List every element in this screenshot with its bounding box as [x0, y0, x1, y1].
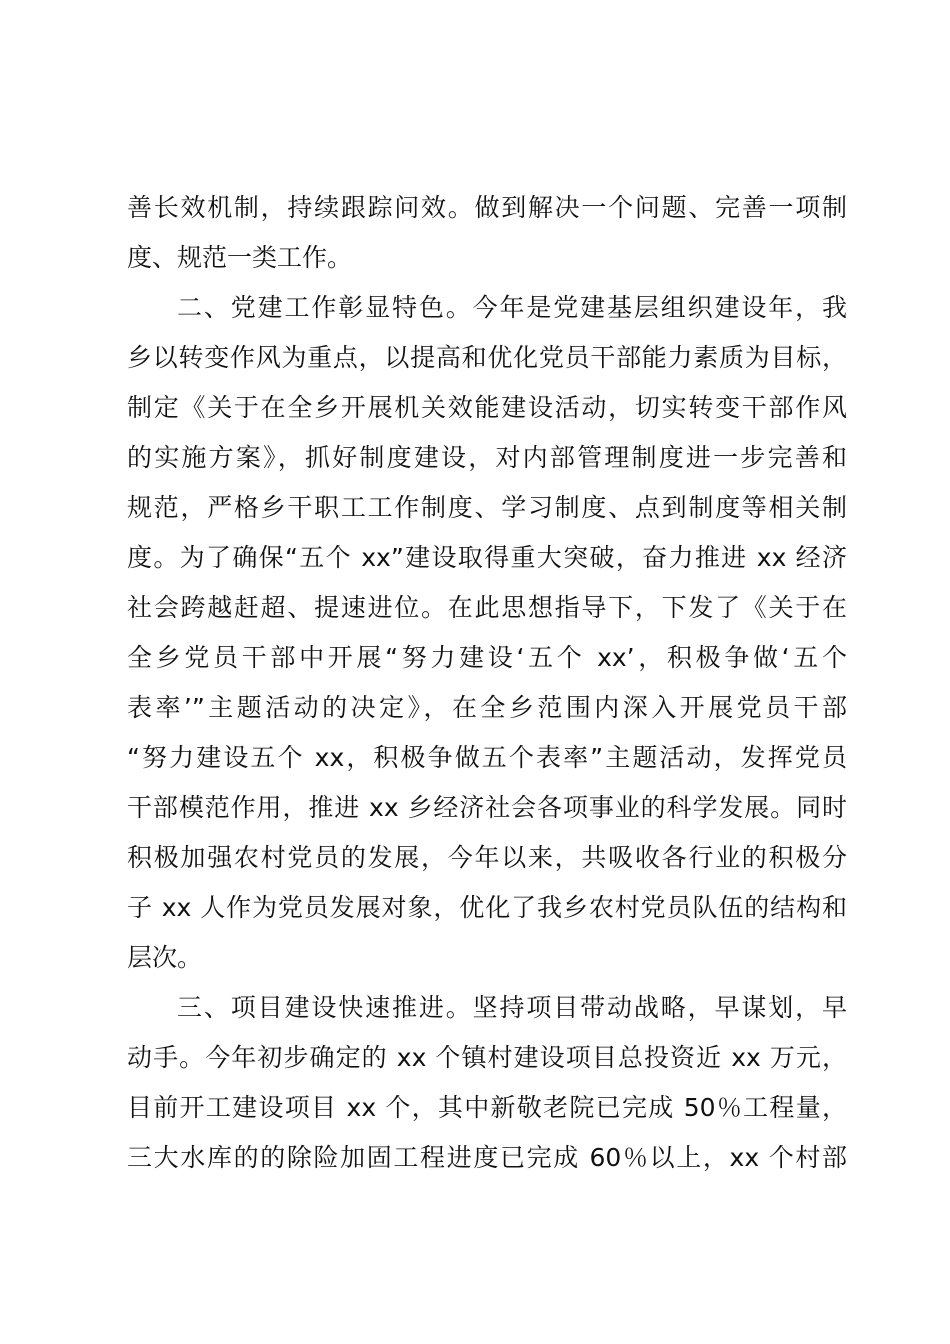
text-line: 度、规范一类工作。: [127, 243, 353, 272]
text-line: 动手。今年初步确定的 xx 个镇村建设项目总投资近 xx 万元，: [127, 1043, 847, 1072]
paragraph-heading-2: 二、党建工作彰显特色。今年是党建基层组织建设年，我: [177, 293, 847, 322]
text-line: 乡以转变作风为重点，以提高和优化党员干部能力素质为目标，: [127, 343, 847, 372]
paragraph-heading-3: 三、项目建设快速推进。坚持项目带动战略，早谋划，早: [177, 993, 847, 1022]
text-line: 积极加强农村党员的发展，今年以来，共吸收各行业的积极分: [127, 843, 847, 872]
text-line: 全乡党员干部中开展“努力建设‘五个 xx’，积极争做‘五个: [127, 643, 847, 672]
text-line: 层次。: [127, 943, 203, 972]
text-line: 制定《关于在全乡开展机关效能建设活动，切实转变干部作风: [127, 393, 847, 422]
text-line: 目前开工建设项目 xx 个，其中新敬老院已完成 50％工程量，: [127, 1093, 847, 1122]
text-line: 度。为了确保“五个 xx”建设取得重大突破，奋力推进 xx 经济: [127, 543, 847, 572]
text-line: 善长效机制，持续跟踪问效。做到解决一个问题、完善一项制: [127, 193, 847, 222]
text-line: 表率’”主题活动的决定》，在全乡范围内深入开展党员干部: [127, 693, 847, 722]
text-line: 三大水库的的除险加固工程进度已完成 60％以上，xx 个村部: [127, 1143, 847, 1172]
text-line: 规范，严格乡干职工工作制度、学习制度、点到制度等相关制: [127, 493, 847, 522]
text-line: 子 xx 人作为党员发展对象，优化了我乡农村党员队伍的结构和: [127, 893, 847, 922]
text-line: 干部模范作用，推进 xx 乡经济社会各项事业的科学发展。同时: [127, 793, 847, 822]
text-line: “努力建设五个 xx，积极争做五个表率”主题活动，发挥党员: [127, 743, 847, 772]
text-line: 社会跨越赶超、提速进位。在此思想指导下，下发了《关于在: [127, 593, 847, 622]
text-line: 的实施方案》，抓好制度建设，对内部管理制度进一步完善和: [127, 443, 847, 472]
